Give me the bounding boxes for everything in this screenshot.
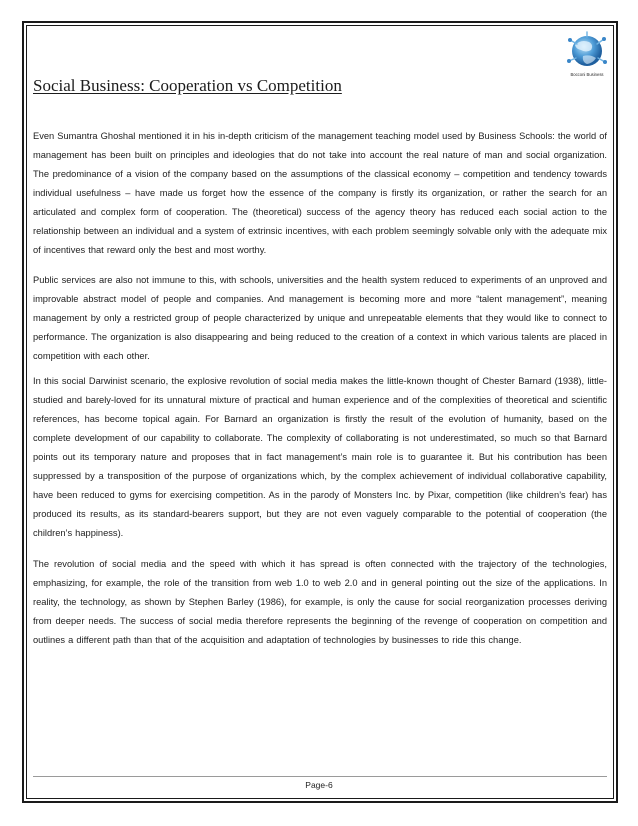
bocconi-logo	[561, 31, 613, 81]
globe-logo-icon	[561, 31, 613, 81]
paragraph-3: In this social Darwinist scenario, the explosive revolution of social media makes the little-known thought of Chester Barnard (1938), little-studied and barely-loved for its unnatural mixture of practical and human experience and of the complexities of theoretical and scientific references, has become topical again. For Barnard an organization is firstly the result of the evolution of humanity, based on the complete development of our capability to collaborate. The complexity of collaborating is not underestimated, so much so that Barnard points out its temporary nature and proposes that in fact management’s main role is to guarantee it. But his contribution has been suppressed by a transposition of the purpose of organizations which, by the complex achievement of individual collaborative capability, have been reduced to gyms for exercising competition. As in the parody of Monsters Inc. by Pixar, competition (like children’s fear) has produced its results, as its standard-bearers support, but they are not even vaguely comparable to the potential of cooperation (the children’s happiness).	[33, 376, 607, 538]
page-number: Page-6	[305, 780, 333, 790]
page-title: Social Business: Cooperation vs Competition	[33, 76, 342, 95]
article-body	[33, 127, 607, 650]
logo-text: Bocconi Business	[570, 72, 604, 77]
paragraph-4: The revolution of social media and the speed with which it has spread is often connected with the trajectory of the technologies, emphasizing, for example, the role of the transition from web 1.0 to web 2.0 and in general pointing out the size of the applications. In reality, the technology, as shown by Stephen Barley (1986), for example, is only the cause for social reorganization processes deriving from deeper needs. The success of social media therefore represents the beginning of the revenge of cooperation on competition and outlines a different path than that of the acquisition and adaptation of technologies by businesses to ride this change.	[33, 559, 607, 645]
footer-divider	[33, 776, 607, 777]
paragraph-2: Public services are also not immune to this, with schools, universities and the health system reduced to experiments of an unproved and improvable abstract model of people and companies. And management is becoming more and more “talent management”, meaning management by only a restricted group of people characterized by unique and unrepeatable elements that they would like to connect to performance. The organization is also disappearing and being reduced to the creation of a context in which various talents are placed in competition with each other.	[33, 275, 607, 361]
paragraph-1: Even Sumantra Ghoshal mentioned it in his in-depth criticism of the management teaching model used by Business Schools: the world of management has been built on principles and ideologies that do not take into account the real nature of man and social organization. The predominance of a vision of the company based on the assumptions of the classical economy – competition and tendency towards individual usefulness – have made us forget how the essence of the company is firstly its organization, or rather the search for an articulated and complex form of cooperation. The (theoretical) success of the agency theory has reduced each social action to the relationship between an individual and a system of extrinsic incentives, with each problem seemingly solvable only with the adequate mix of incentives that reward only the best and most worthy.	[33, 131, 607, 255]
